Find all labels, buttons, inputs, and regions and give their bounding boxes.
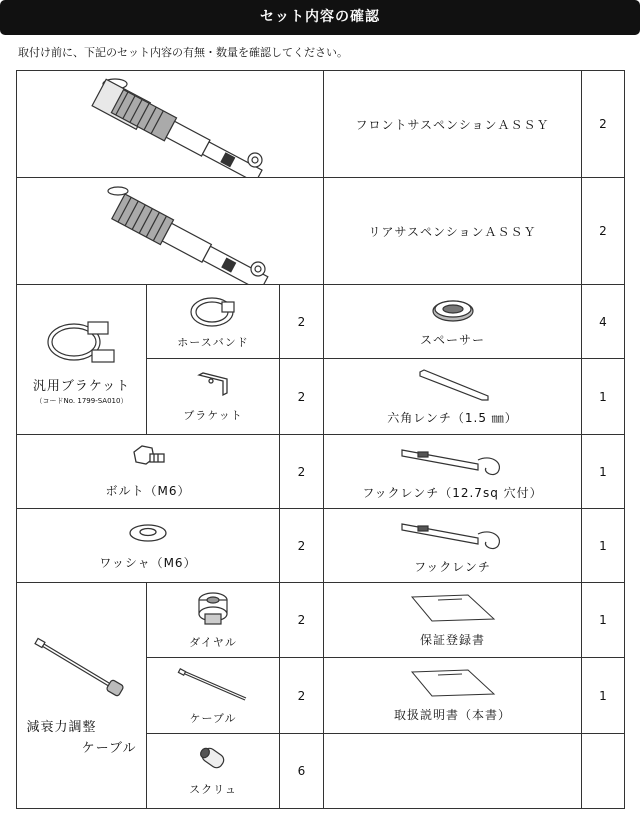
bracket-qty: 2 [280, 359, 324, 435]
rear-suspension-qty: 2 [582, 178, 625, 285]
hose-band-bracket-illustration [42, 314, 122, 369]
hex-wrench-cell [324, 359, 582, 435]
hose-band-qty: 2 [280, 285, 324, 359]
screw-cell [147, 734, 280, 809]
hose-band-cell [147, 285, 280, 359]
table-row [17, 178, 625, 285]
table-row [17, 583, 625, 658]
front-suspension-illustration [20, 72, 320, 177]
contents-table [16, 70, 625, 809]
dial-cell [147, 583, 280, 658]
hex-wrench-name: 六角レンチ（1.5 ㎜） [387, 410, 518, 425]
hook-wrench-illustration [398, 516, 508, 552]
cable-cell [147, 658, 280, 734]
screw-qty: 6 [280, 734, 324, 809]
rear-suspension-image-cell [17, 178, 324, 285]
spacer-cell [324, 285, 582, 359]
washer-cell [17, 509, 280, 583]
hose-band-name: ホースバンド [177, 335, 249, 349]
warranty-qty: 1 [582, 583, 625, 658]
empty-qty-cell [582, 734, 625, 809]
spacer-qty: 4 [582, 285, 625, 359]
cable-group-line2: ケーブル [81, 740, 137, 756]
section-header [0, 0, 640, 35]
table-row [17, 435, 625, 509]
spacer-name: スペーサー [419, 333, 485, 347]
front-suspension-qty: 2 [582, 71, 625, 178]
bolt-name: ボルト（M6） [105, 484, 191, 498]
hook-wrench-cell [324, 509, 582, 583]
cable-name: ケーブル [189, 711, 237, 725]
warranty-cell [324, 583, 582, 658]
document-illustration [408, 593, 498, 623]
spacer-illustration [428, 295, 478, 325]
hook-wrench-hole-name: フックレンチ（12.7sq 穴付） [362, 486, 543, 500]
bracket-group-title: 汎用ブラケット [32, 378, 131, 394]
bracket-group-code: （コードNo. 1799-SA010） [35, 396, 128, 405]
empty-cell [324, 734, 582, 809]
front-suspension-name: フロントサスペンションＡＳＳＹ [324, 71, 582, 178]
warranty-name: 保証登録書 [419, 632, 485, 647]
bracket-group-cell [17, 285, 147, 435]
washer-qty: 2 [280, 509, 324, 583]
table-row [17, 71, 625, 178]
dial-name: ダイヤル [189, 636, 237, 649]
front-suspension-image-cell [17, 71, 324, 178]
washer-illustration [126, 520, 170, 544]
bolt-cell [17, 435, 280, 509]
hook-wrench-hole-qty: 1 [582, 435, 625, 509]
table-row [17, 509, 625, 583]
hook-wrench-qty: 1 [582, 509, 625, 583]
cable-group-cell [17, 583, 147, 809]
bracket-cell [147, 359, 280, 435]
manual-cell [324, 658, 582, 734]
intro-text: 取付け前に、下記のセット内容の有無・数量を確認してください。 [18, 46, 348, 59]
bolt-illustration [128, 444, 168, 474]
document-illustration [408, 668, 498, 698]
rear-suspension-name: リアサスペンションＡＳＳＹ [324, 178, 582, 285]
cable-qty: 2 [280, 658, 324, 734]
screw-illustration [196, 745, 230, 773]
table-row [17, 285, 625, 359]
dial-illustration [193, 590, 233, 630]
hex-wrench-illustration [408, 368, 498, 403]
bracket-illustration [193, 371, 233, 399]
header-title: セット内容の確認 [260, 9, 380, 25]
hose-band-illustration [186, 294, 241, 330]
adjuster-cable-illustration [32, 636, 132, 706]
cable-group-line1: 減衰力調整 [26, 719, 97, 735]
manual-name: 取扱説明書（本書） [393, 708, 511, 722]
dial-qty: 2 [280, 583, 324, 658]
hook-wrench-name: フックレンチ [414, 560, 491, 574]
screw-name: スクリュ [189, 783, 237, 796]
hex-wrench-qty: 1 [582, 359, 625, 435]
cable-illustration [173, 666, 253, 706]
rear-suspension-illustration [20, 179, 320, 284]
hook-wrench-hole-cell [324, 435, 582, 509]
bracket-name: ブラケット [183, 408, 243, 422]
washer-name: ワッシャ（M6） [99, 556, 197, 570]
hook-wrench-illustration [398, 442, 508, 478]
bolt-qty: 2 [280, 435, 324, 509]
manual-qty: 1 [582, 658, 625, 734]
